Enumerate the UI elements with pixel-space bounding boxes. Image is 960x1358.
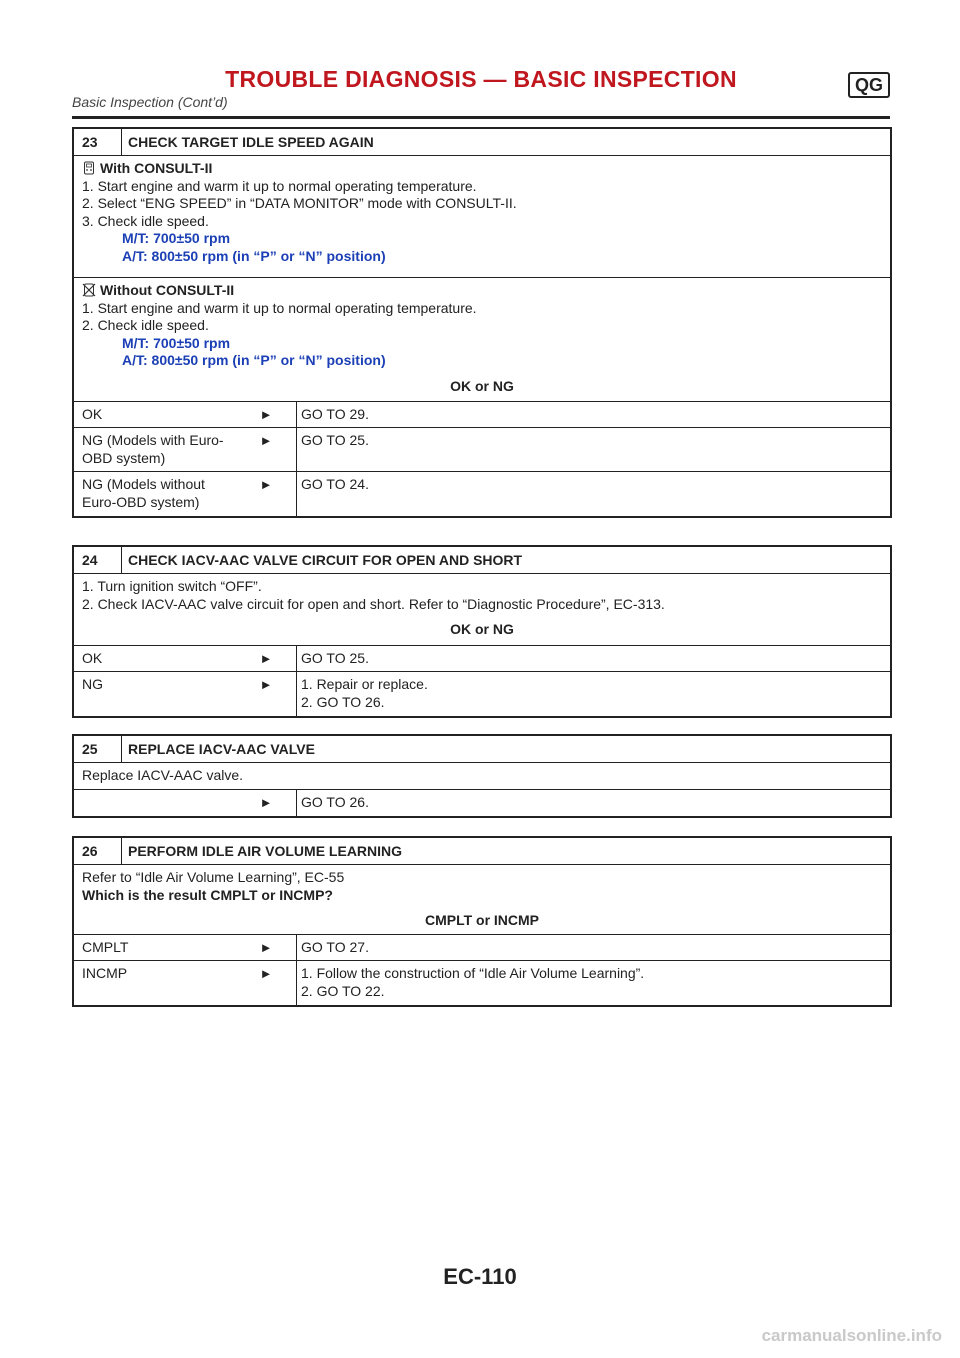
result-action: GO TO 27. — [296, 935, 890, 960]
engine-badge: QG — [848, 72, 890, 98]
no-consult-icon — [82, 283, 96, 297]
instruction-question: Which is the result CMPLT or INCMP? — [82, 886, 333, 903]
page-subtitle: Basic Inspection (Cont’d) — [72, 94, 228, 110]
action-line: 1. Repair or replace. — [301, 676, 428, 692]
result-action — [296, 672, 890, 716]
page-title: TROUBLE DIAGNOSIS — BASIC INSPECTION — [225, 66, 737, 92]
step-number: 26 — [74, 838, 122, 864]
step-title: REPLACE IACV-AAC VALVE — [128, 741, 315, 757]
instruction-line: Replace IACV-AAC valve. — [82, 767, 244, 783]
step-title: CHECK IACV-AAC VALVE CIRCUIT FOR OPEN AND SHORT — [128, 552, 523, 568]
arrow-icon: ► — [259, 795, 273, 810]
with-consult-section — [74, 156, 890, 278]
step-title: CHECK TARGET IDLE SPEED AGAIN — [128, 134, 374, 150]
arrow-icon: ► — [259, 407, 273, 422]
action-line: 1. Follow the construction of “Idle Air Volume Learning”. — [301, 965, 645, 981]
spec-at: A/T: 800±50 rpm (in “P” or “N” position) — [122, 247, 386, 264]
action-line: 2. GO TO 26. — [301, 693, 385, 710]
result-condition: OK — [82, 650, 103, 666]
step-24-instructions — [74, 574, 890, 646]
instruction-line: 1. Start engine and warm it up to normal operating temperature. — [82, 177, 477, 194]
result-condition: OK — [82, 406, 103, 422]
result-condition: NG (Models without Euro-OBD system) — [82, 476, 205, 510]
result-condition — [74, 790, 236, 816]
result-label: OK or NG — [450, 377, 514, 394]
result-row — [74, 472, 890, 516]
instruction-line: Refer to “Idle Air Volume Learning”, EC-55 — [82, 869, 345, 885]
step-number: 24 — [74, 547, 122, 573]
result-label: CMPLT or INCMP — [424, 912, 540, 928]
arrow-icon: ► — [259, 966, 273, 981]
result-action — [296, 961, 890, 1005]
spec-at: A/T: 800±50 rpm (in “P” or “N” position) — [122, 352, 386, 368]
result-action: GO TO 25. — [296, 428, 890, 471]
result-condition: NG (Models with Euro-OBD system) — [82, 432, 224, 466]
instruction-line: 2. Select “ENG SPEED” in “DATA MONITOR” mode with CONSULT-II. — [82, 195, 517, 211]
arrow-icon: ► — [259, 651, 273, 666]
step-26-header — [74, 838, 890, 865]
step-26-block — [72, 836, 892, 1007]
instruction-line: 1. Start engine and warm it up to normal operating temperature. — [82, 299, 477, 316]
step-title: PERFORM IDLE AIR VOLUME LEARNING — [128, 843, 403, 859]
step-23-block — [72, 127, 892, 518]
consult-unit-icon — [82, 161, 96, 175]
result-row — [74, 790, 890, 816]
result-row — [74, 428, 890, 472]
step-25-block — [72, 734, 892, 818]
spec-mt: M/T: 700±50 rpm — [122, 334, 231, 351]
spec-mt: M/T: 700±50 rpm — [122, 230, 231, 246]
page-number: EC-110 — [443, 1264, 517, 1289]
result-label: OK or NG — [450, 621, 514, 637]
result-action: GO TO 24. — [296, 472, 890, 516]
result-row — [74, 646, 890, 672]
step-23-header — [74, 129, 890, 156]
result-condition: INCMP — [82, 965, 128, 981]
page-header — [72, 64, 890, 120]
arrow-icon: ► — [259, 433, 273, 448]
result-action: GO TO 26. — [296, 790, 890, 816]
instruction-line: 1. Turn ignition switch “OFF”. — [82, 578, 262, 594]
instruction-line: 2. Check IACV-AAC valve circuit for open and short. Refer to “Diagnostic Procedure”, EC-313. — [82, 595, 665, 612]
arrow-icon: ► — [259, 940, 273, 955]
step-24-header — [74, 547, 890, 574]
result-condition: NG — [82, 676, 103, 692]
arrow-icon: ► — [259, 677, 273, 692]
step-24-block — [72, 545, 892, 718]
result-row — [74, 935, 890, 961]
result-row — [74, 672, 890, 716]
without-consult-section — [74, 278, 890, 402]
result-row — [74, 961, 890, 1005]
step-25-header — [74, 736, 890, 763]
action-line: 2. GO TO 22. — [301, 982, 385, 999]
header-rule — [72, 116, 890, 119]
instruction-line: 2. Check idle speed. — [82, 317, 209, 333]
result-condition: CMPLT — [82, 939, 129, 955]
result-action: GO TO 25. — [296, 646, 890, 671]
watermark: carmanualsonline.info — [761, 1326, 942, 1345]
step-25-instructions — [74, 763, 890, 790]
step-26-instructions — [74, 865, 890, 935]
instruction-line: 3. Check idle speed. — [82, 212, 209, 229]
step-number: 23 — [74, 129, 122, 155]
step-number: 25 — [74, 736, 122, 762]
result-action: GO TO 29. — [296, 402, 890, 427]
with-consult-heading: With CONSULT-II — [100, 160, 213, 176]
arrow-icon: ► — [259, 477, 273, 492]
without-consult-heading: Without CONSULT-II — [100, 282, 235, 298]
result-row — [74, 402, 890, 428]
